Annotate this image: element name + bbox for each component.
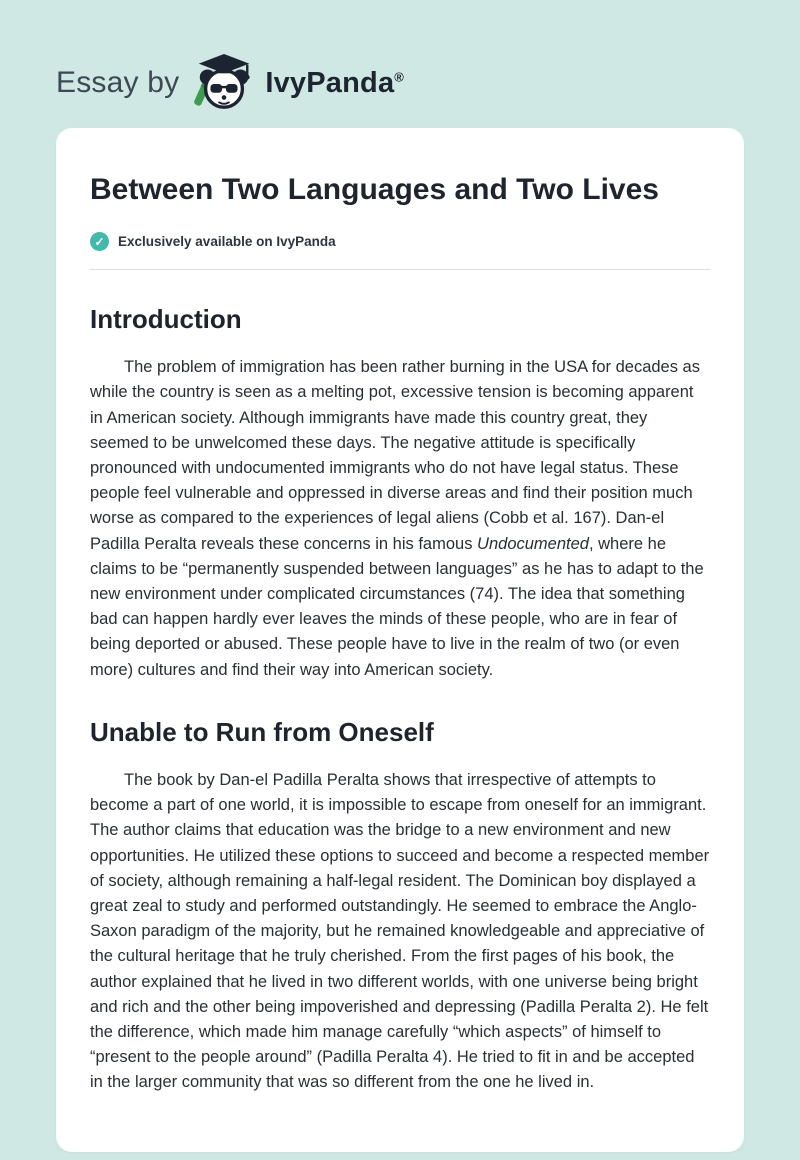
check-icon: ✓ bbox=[90, 232, 109, 251]
brand-lockup bbox=[193, 52, 404, 114]
availability-badge-label: Exclusively available on IvyPanda bbox=[118, 234, 336, 249]
paragraph-segment: The problem of immigration has been rather burning in the USA for decades as while the country is seen as a melting pot, excessive tension is becoming apparent in American society. Although immigrants have made this country great, they seemed to be unwelcomed these days. The negative attitude is specifically pronounced with undocumented immigrants who do not have legal status. These people feel vulnerable and oppressed in diverse areas and find their position much worse as compared to the experiences of legal aliens (Cobb et al. 167). Dan-el Padilla Peralta reveals these concerns in his famous bbox=[90, 358, 700, 553]
section-unable-to-run bbox=[90, 717, 710, 1096]
section-heading-introduction: Introduction bbox=[90, 304, 242, 334]
content-card bbox=[56, 128, 744, 1152]
unable-to-run-paragraph: The book by Dan-el Padilla Peralta shows that irrespective of attempts to become a part of one world, it is impossible to escape from oneself for an immigrant. The author claims that education was the bridge to a new environment and new opportunities. He utilized these options to succeed and become a respected member of society, although remaining a half-legal resident. The Dominican boy displayed a great zeal to study and performed outstandingly. He seemed to embrace the Anglo-Saxon paradigm of the majority, but he remained knowledgeable and appreciative of the cultural heritage that he truly cherished. From the first pages of his book, the author explained that he lived in two different worlds, with one universe being bright and rich and the other being impoverished and depressing (Padilla Peralta 2). He felt the difference, which made him manage carefully “which aspects” of himself to “present to the people around” (Padilla Peralta 4). He tried to fit in and be accepted in the larger community that was so different from the one he lived in. bbox=[90, 771, 710, 1092]
introduction-paragraph bbox=[90, 355, 710, 683]
brand-name: IvyPanda bbox=[265, 66, 395, 99]
section-introduction bbox=[90, 304, 710, 683]
divider bbox=[90, 269, 710, 270]
section-heading-unable-to-run: Unable to Run from Oneself bbox=[90, 716, 434, 747]
book-title-italic: Undocumented bbox=[477, 534, 589, 553]
essay-by-label: Essay by bbox=[56, 66, 180, 99]
brand-text bbox=[265, 67, 404, 100]
paragraph-segment: , where he claims to be “permanently suspended between languages” as he has to adapt to the new environment under complicated circumstances (74). The idea that something bad can happen hardly ever leaves the minds of these people, who are in fear of being deported or abused. These people have to live in the realm of two (or even more) cultures and find their way into American society. bbox=[90, 534, 704, 679]
availability-badge bbox=[90, 232, 710, 251]
page-header bbox=[0, 0, 800, 128]
ivypanda-logo-icon bbox=[193, 52, 255, 114]
registered-mark: ® bbox=[394, 68, 405, 84]
page-title: Between Two Languages and Two Lives bbox=[90, 173, 659, 206]
